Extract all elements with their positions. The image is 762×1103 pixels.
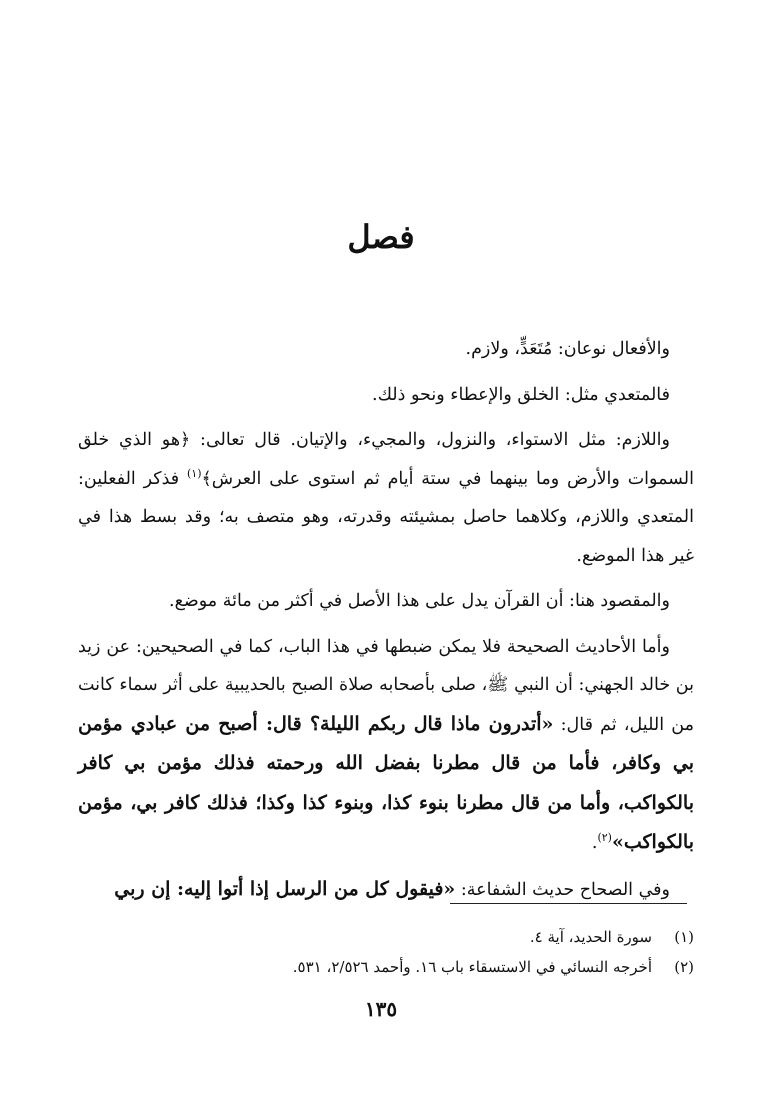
footnote-text: سورة الحديد، آية ٤. [529, 928, 652, 946]
footnotes [160, 922, 694, 982]
footnote-item [160, 952, 694, 982]
footnote-divider [450, 903, 687, 904]
section-heading: فصل [347, 218, 415, 256]
footnote-ref-1: (١) [186, 466, 202, 480]
footnote-number: (٢) [674, 958, 694, 976]
paragraph-6-text: وفي الصحاح حديث الشفاعة: [455, 879, 670, 900]
paragraph-5 [78, 628, 694, 863]
paragraph-5-end: . [591, 833, 598, 853]
paragraph-4: والمقصود هنا: أن القرآن يدل على هذا الأصل في أكثر من مائة موضع. [169, 591, 670, 611]
paragraph-3-text-b: فذكر الفعلين: المتعدي واللازم، وكلاهما حاصل بمشيئته وقدرته، وهو متصف به؛ وقد بسط هذا في غير هذا الموضع. [78, 468, 694, 566]
main-text [78, 330, 694, 916]
paragraph-2: فالمتعدي مثل: الخلق والإعطاء ونحو ذلك. [372, 384, 670, 405]
footnote-number: (١) [674, 928, 694, 946]
footnote-text: أخرجه النسائي في الاستسقاء باب ١٦. وأحمد ٢/٥٢٦، ٥٣١. [292, 958, 652, 976]
paragraph-3-text-a: واللازم: مثل الاستواء، والنزول، والمجيء، والإتيان. قال تعالى: ﴿هو الذي خلق السموات والأرض وما بينهما في ستة أيام ثم استوى على العرش﴾ [78, 430, 694, 489]
paragraph-3 [78, 421, 694, 575]
page-number: ١٣٥ [364, 997, 398, 1021]
paragraph-1: والأفعال نوعان: مُتَعَدٍّ، ولازم. [465, 339, 670, 359]
hadith-quote-1: «أتدرون ماذا قال ربكم الليلة؟ قال: أصبح من عبادي مؤمن بي وكافر، فأما من قال مطرنا بفضل الله ورحمته فذلك مؤمن بي كافر بالكواكب، وأما من قال مطرنا بنوء كذا، وبنوء كذا وكذا؛ فذلك كافر بي، مؤمن بالكواكب» [78, 712, 694, 853]
footnote-ref-2: (٢) [597, 831, 612, 845]
hadith-quote-2: «فيقول كل من الرسل إذا أتوا إليه: إن ربي [114, 877, 456, 900]
footnote-item [160, 922, 694, 952]
paragraph-5-text: وأما الأحاديث الصحيحة فلا يمكن ضبطها في هذا الباب، كما في الصحيحين: عن زيد بن خالد الجهني: أن النبي ﷺ، صلى بأصحابه صلاة الصبح بالحديبية على أثر سماء كانت من الليل، ثم قال: [78, 636, 694, 735]
